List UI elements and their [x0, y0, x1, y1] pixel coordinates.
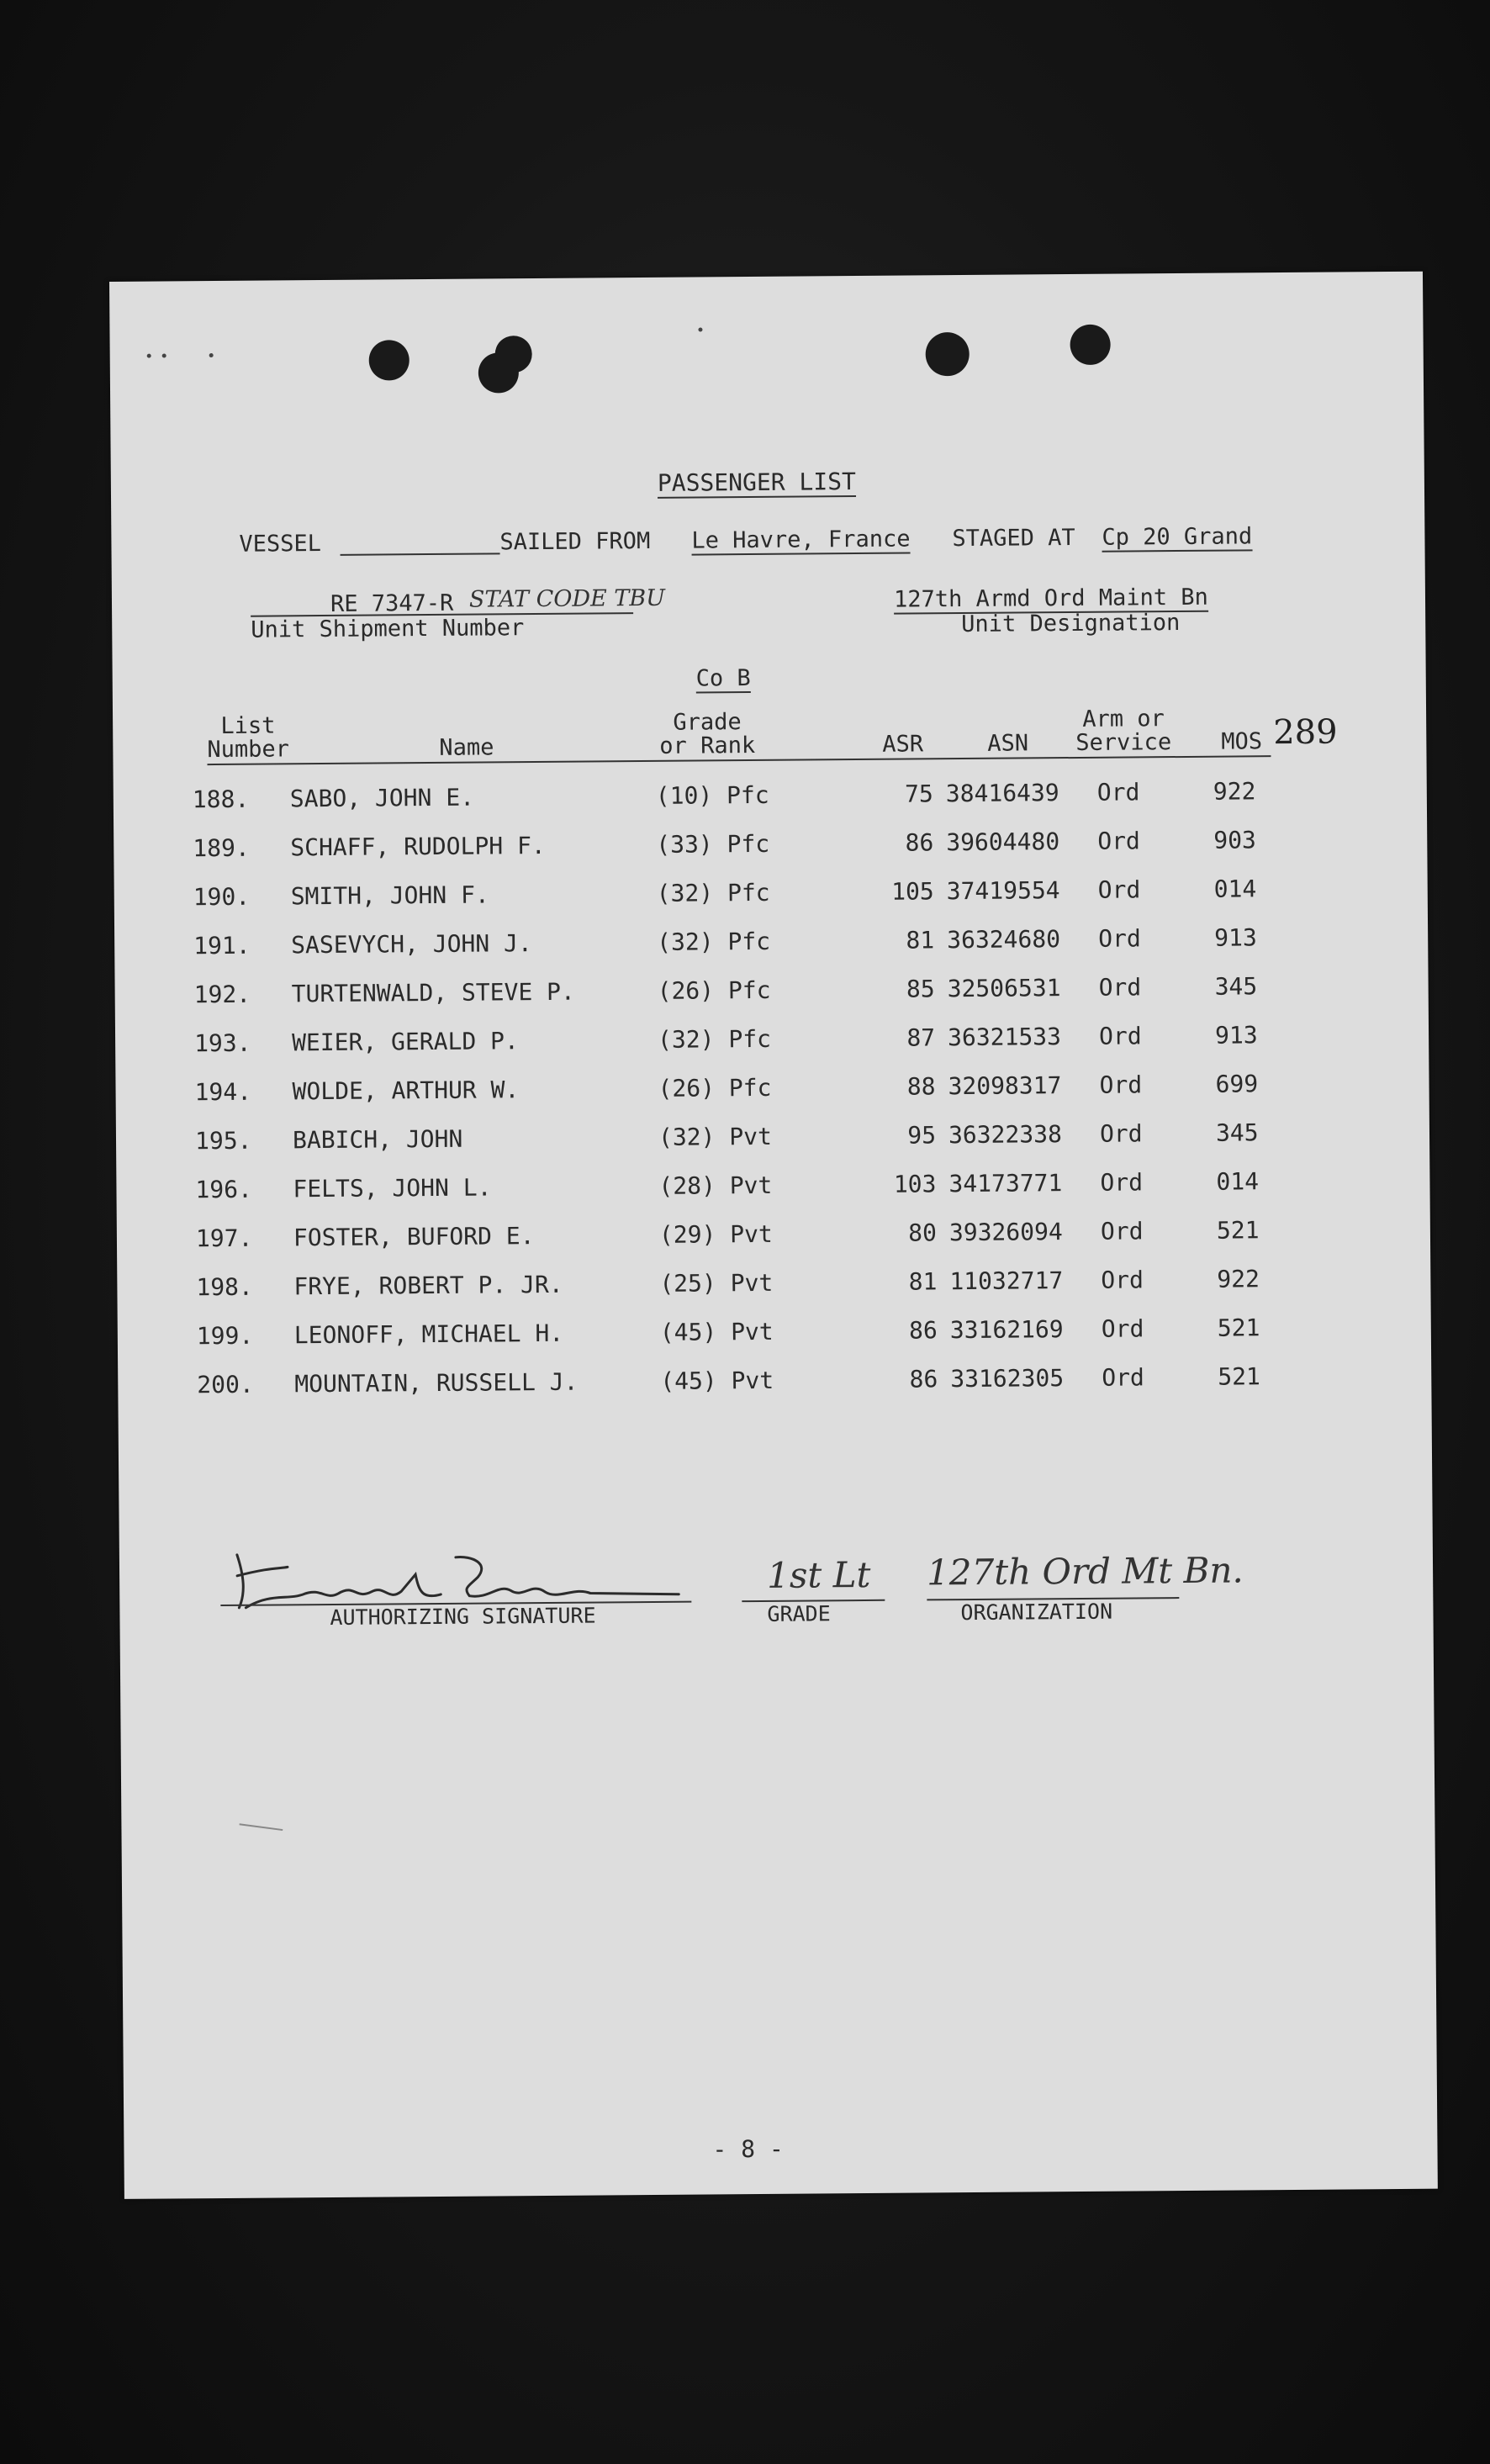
- row-arm: Ord: [1102, 1363, 1144, 1392]
- row-arm: Ord: [1100, 1168, 1144, 1197]
- staged-at-value: Cp 20 Grand: [1102, 523, 1253, 551]
- signature-block: [119, 1533, 1432, 1644]
- row-number: 190.: [193, 882, 251, 912]
- table-row: [115, 971, 1427, 1028]
- row-arm: Ord: [1101, 1314, 1144, 1343]
- row-asn: 32098317: [948, 1071, 1062, 1101]
- punch-hole: [478, 352, 519, 393]
- row-asn: 36324680: [947, 925, 1061, 954]
- row-asr: 87: [906, 1023, 936, 1052]
- row-number: 196.: [195, 1175, 253, 1204]
- row-arm: Ord: [1097, 875, 1141, 904]
- table-row: [114, 825, 1425, 882]
- row-grade: (25) Pvt: [659, 1268, 774, 1298]
- page-stamp: 289: [1273, 712, 1338, 753]
- row-mos: 913: [1214, 923, 1257, 952]
- row-name: MOUNTAIN, RUSSELL J.: [294, 1367, 579, 1399]
- row-name: WEIER, GERALD P.: [291, 1027, 519, 1057]
- row-grade: (32) Pfc: [657, 927, 771, 956]
- row-grade: (29) Pvt: [658, 1219, 773, 1249]
- punch-hole: [369, 340, 409, 380]
- speck: [147, 354, 151, 358]
- speck: [209, 353, 214, 357]
- row-grade: (32) Pvt: [658, 1122, 772, 1151]
- row-number: 198.: [196, 1272, 253, 1302]
- row-arm: Ord: [1099, 1071, 1143, 1099]
- row-name: SCHAFF, RUDOLPH F.: [290, 831, 546, 862]
- row-number: 189.: [193, 833, 250, 863]
- row-grade: (32) Pfc: [657, 1024, 772, 1054]
- punch-hole: [926, 332, 970, 376]
- row-mos: 521: [1216, 1216, 1260, 1245]
- col-list-number: List Number: [207, 712, 290, 764]
- row-arm: Ord: [1098, 1022, 1142, 1050]
- row-asr: 81: [906, 926, 935, 954]
- row-asn: 32506531: [947, 974, 1061, 1003]
- row-grade: (26) Pfc: [657, 976, 771, 1005]
- unit-shipment-label: Unit Shipment Number: [251, 615, 525, 643]
- row-number: 193.: [193, 1028, 251, 1058]
- table-row: [115, 1020, 1427, 1077]
- row-grade: (28) Pvt: [658, 1171, 773, 1200]
- row-asr: 81: [908, 1267, 938, 1296]
- unit-designation-value: 127th Armd Ord Maint Bn: [893, 584, 1208, 613]
- row-grade: (10) Pfc: [655, 780, 769, 810]
- table-row: [118, 1313, 1429, 1370]
- row-asn: 33162169: [949, 1315, 1064, 1345]
- grade-label: GRADE: [767, 1601, 831, 1626]
- row-asn: 33162305: [950, 1364, 1065, 1393]
- row-mos: 922: [1213, 777, 1256, 806]
- row-grade: (33) Pfc: [656, 829, 770, 859]
- row-mos: 345: [1214, 972, 1258, 1001]
- organization-handwritten: 127th Ord Mt Bn.: [926, 1549, 1244, 1594]
- row-name: SASEVYCH, JOHN J.: [291, 929, 532, 960]
- col-grade: Grade or Rank: [659, 709, 756, 759]
- row-asr: 88: [906, 1072, 936, 1101]
- row-arm: Ord: [1099, 1119, 1143, 1148]
- table-row: [114, 923, 1426, 980]
- row-asr: 80: [908, 1219, 938, 1247]
- stray-mark: [240, 1823, 283, 1831]
- sailed-from-value: Le Havre, France: [691, 526, 911, 554]
- row-grade: (45) Pvt: [659, 1317, 774, 1346]
- row-name: SABO, JOHN E.: [289, 783, 475, 813]
- row-arm: Ord: [1097, 827, 1140, 855]
- row-asn: 39604480: [946, 828, 1060, 857]
- sailed-from-label: SAILED FROM: [499, 527, 651, 556]
- row-mos: 699: [1215, 1070, 1259, 1098]
- speck: [162, 353, 166, 357]
- passenger-table: [114, 776, 1425, 1399]
- page-title: PASSENGER LIST: [657, 468, 857, 497]
- row-asn: 34173771: [948, 1169, 1063, 1198]
- table-row: [118, 1362, 1429, 1419]
- row-arm: Ord: [1101, 1266, 1144, 1294]
- row-grade: (32) Pfc: [656, 878, 770, 907]
- row-arm: Ord: [1096, 778, 1140, 806]
- row-asn: 39326094: [948, 1218, 1063, 1247]
- row-asn: 11032717: [949, 1266, 1064, 1296]
- page-number: - 8 -: [712, 2134, 784, 2164]
- row-mos: 014: [1216, 1167, 1260, 1196]
- table-row: [117, 1215, 1429, 1272]
- row-mos: 903: [1213, 826, 1256, 854]
- row-asn: 38416439: [945, 779, 1059, 808]
- vessel-blank: [341, 553, 500, 555]
- row-arm: Ord: [1098, 924, 1141, 953]
- row-asr: 85: [906, 975, 935, 1003]
- row-number: 197.: [195, 1224, 253, 1253]
- row-asr: 75: [904, 780, 933, 808]
- unit-shipment-number: RE 7347-R: [330, 590, 454, 617]
- row-grade: (45) Pvt: [660, 1366, 774, 1395]
- row-asr: 95: [907, 1121, 937, 1150]
- table-row: [114, 874, 1426, 931]
- company-heading: Co B: [695, 665, 751, 692]
- grade-handwritten: 1st Lt: [766, 1553, 871, 1596]
- row-asr: 86: [905, 828, 934, 857]
- row-number: 194.: [194, 1077, 252, 1107]
- row-name: FRYE, ROBERT P. JR.: [293, 1270, 563, 1301]
- row-asr: 103: [893, 1170, 937, 1198]
- col-asn: ASN: [987, 730, 1029, 757]
- row-asn: 36322338: [948, 1120, 1062, 1150]
- row-asn: 37419554: [946, 876, 1060, 906]
- unit-shipment-handwritten: STAT CODE TBU: [468, 584, 666, 613]
- table-row: [117, 1264, 1429, 1321]
- signature-label: AUTHORIZING SIGNATURE: [330, 1603, 596, 1630]
- document-page: [109, 272, 1438, 2199]
- row-name: FOSTER, BUFORD E.: [293, 1222, 535, 1252]
- table-row: [115, 1069, 1427, 1126]
- speck: [698, 327, 702, 331]
- row-asr: 86: [908, 1316, 938, 1345]
- row-mos: 014: [1213, 875, 1257, 903]
- row-name: LEONOFF, MICHAEL H.: [293, 1319, 564, 1350]
- row-grade: (26) Pfc: [658, 1073, 772, 1102]
- row-name: TURTENWALD, STEVE P.: [291, 977, 575, 1008]
- row-mos: 913: [1214, 1021, 1258, 1050]
- row-asn: 36321533: [947, 1023, 1062, 1052]
- row-name: BABICH, JOHN: [292, 1124, 463, 1155]
- col-name: Name: [439, 734, 494, 761]
- row-asr: 105: [891, 877, 934, 906]
- row-mos: 521: [1217, 1314, 1260, 1342]
- row-mos: 345: [1215, 1118, 1259, 1147]
- row-number: 195.: [194, 1126, 252, 1155]
- row-name: WOLDE, ARTHUR W.: [292, 1076, 520, 1106]
- row-arm: Ord: [1098, 973, 1142, 1002]
- vessel-label: VESSEL: [239, 531, 322, 558]
- staged-at-label: STAGED AT: [952, 524, 1075, 553]
- row-mos: 521: [1218, 1362, 1260, 1391]
- table-row: [114, 776, 1425, 833]
- table-row: [116, 1118, 1428, 1175]
- col-mos: MOS: [1221, 728, 1263, 755]
- row-arm: Ord: [1100, 1217, 1144, 1245]
- row-number: 188.: [192, 785, 250, 814]
- row-mos: 922: [1217, 1265, 1260, 1293]
- col-arm: Arm or Service: [1075, 706, 1172, 756]
- row-asr: 86: [909, 1365, 938, 1393]
- row-name: SMITH, JOHN F.: [290, 880, 489, 911]
- row-number: 192.: [193, 980, 251, 1009]
- row-name: FELTS, JOHN L.: [293, 1173, 492, 1203]
- table-row: [116, 1166, 1428, 1224]
- row-number: 199.: [196, 1321, 254, 1351]
- col-asr: ASR: [882, 731, 924, 758]
- row-number: 191.: [193, 931, 251, 960]
- organization-label: ORGANIZATION: [960, 1599, 1113, 1626]
- row-number: 200.: [197, 1370, 254, 1399]
- unit-designation-label: Unit Designation: [961, 610, 1181, 638]
- punch-hole: [1070, 325, 1110, 365]
